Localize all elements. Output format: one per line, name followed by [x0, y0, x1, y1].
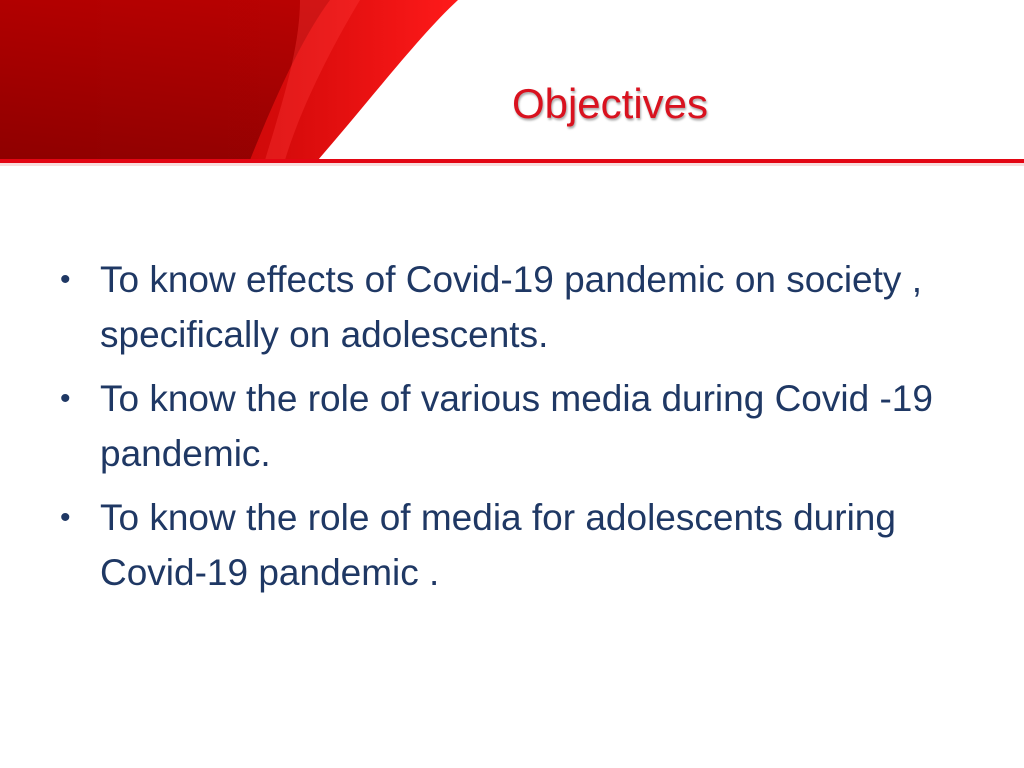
list-item [60, 490, 960, 600]
objectives-list [60, 252, 960, 609]
list-item [60, 252, 960, 362]
list-item [60, 371, 960, 481]
header-rule [0, 159, 1024, 163]
header-rule-shadow [0, 163, 1024, 166]
bullet-text: To know effects of Covid-19 pandemic on society , specifically on adolescents. [100, 259, 922, 355]
bullet-icon: • [60, 501, 71, 534]
bullet-text: To know the role of various media during Covid -19 pandemic. [100, 378, 933, 474]
slide-title: Objectives [511, 80, 709, 127]
bullet-text: To know the role of media for adolescents during Covid-19 pandemic . [100, 497, 896, 593]
bullet-icon: • [60, 382, 71, 415]
bullet-icon: • [60, 263, 71, 296]
